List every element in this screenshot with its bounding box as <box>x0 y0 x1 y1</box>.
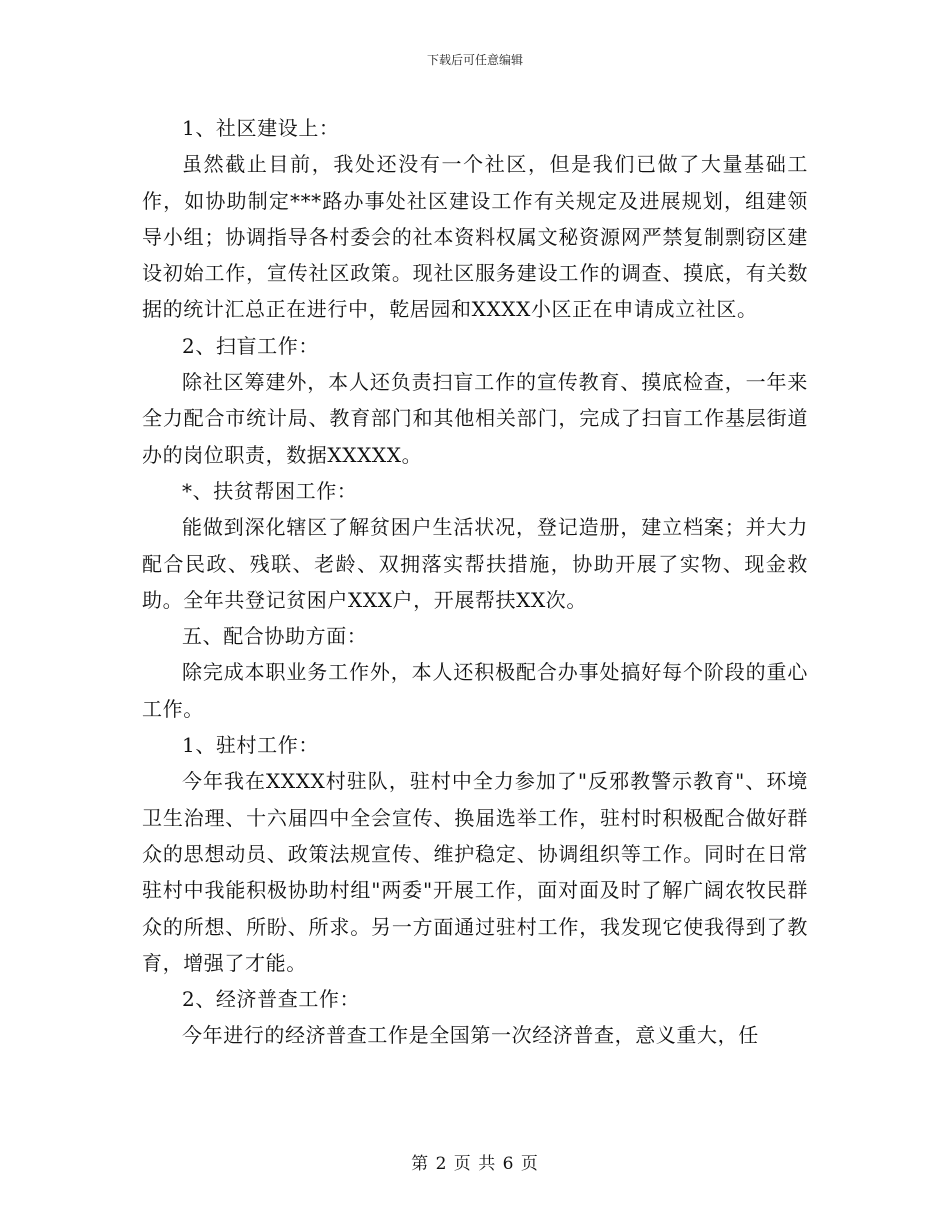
heading-literacy-work: 2、扫盲工作： <box>182 333 319 358</box>
paragraph-community-building: 虽然截止目前，我处还没有一个社区，但是我们已做了大量基础工作，如协助制定***路办事处社区建设工作有关规定及进展规划，组建领导小组；协调指导各村委会的社本资料权属文秘资源网严禁复制剽窃区建设初始工作，宣传社区政策。现社区服务建设工作的调查、摸底，有关数据的统计汇总正在进行中，乾居园和XXXX小区正在申请成立社区。 <box>142 152 808 322</box>
heading-cooperation: 五、配合协助方面： <box>182 624 368 649</box>
paragraph-economic-census: 今年进行的经济普查工作是全国第一次经济普查，意义重大，任 <box>182 1023 759 1048</box>
paragraph-poverty-relief: 能做到深化辖区了解贫困户生活状况，登记造册，建立档案；并大力配合民政、残联、老龄、双拥落实帮扶措施，协助开展了实物、现金救助。全年共登记贫困户XXX户，开展帮扶XX次。 <box>142 515 808 612</box>
paragraph-village-work: 今年我在XXXX村驻队，驻村中全力参加了"反邪教警示教育"、环境卫生治理、十六届四中全会宣传、换届选举工作，驻村时积极配合做好群众的思想动员、政策法规宣传、维护稳定、协调组织等工作。同时在日常驻村中我能积极协助村组"两委"开展工作，面对面及时了解广阔农牧民群众的所想、所盼、所求。另一方面通过驻村工作，我发现它使我得到了教育，增强了才能。 <box>142 769 808 975</box>
document-body <box>142 110 808 1054</box>
heading-poverty-relief: *、扶贫帮困工作： <box>182 478 358 503</box>
heading-community-building: 1、社区建设上： <box>182 116 340 140</box>
heading-village-work: 1、驻村工作： <box>182 733 319 758</box>
paragraph-cooperation: 除完成本职业务工作外，本人还积极配合办事处搞好每个阶段的重心工作。 <box>142 660 808 721</box>
page-header: 下载后可任意编辑 <box>426 53 523 67</box>
heading-economic-census: 2、经济普查工作： <box>182 987 361 1012</box>
page-footer: 第 2 页 共 6 页 <box>411 1154 539 1174</box>
paragraph-literacy-work: 除社区筹建外，本人还负责扫盲工作的宣传教育、摸底检查，一年来全力配合市统计局、教育部门和其他相关部门，完成了扫盲工作基层街道办的岗位职责，数据XXXXX。 <box>142 370 808 467</box>
